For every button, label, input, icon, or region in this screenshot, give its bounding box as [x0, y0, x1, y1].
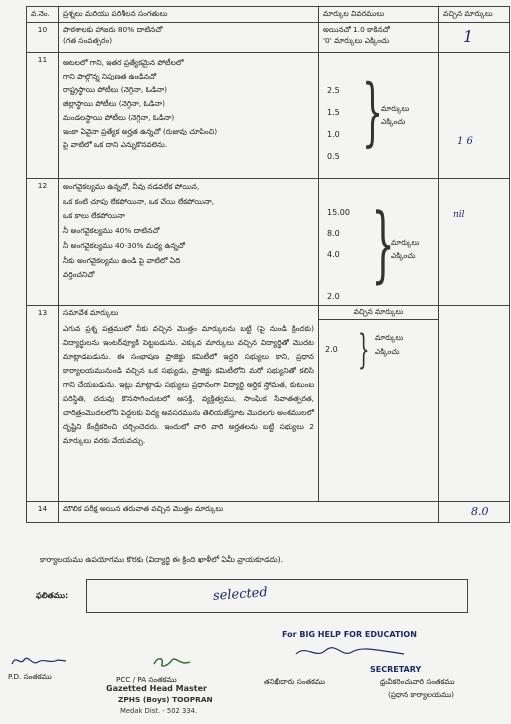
row-content: [59, 53, 319, 179]
row-number: 14: [27, 502, 59, 523]
row-line: ఆటలలో గాని, ఇతర ప్రత్యేకమైన పోటీలలో: [63, 58, 184, 67]
marks-line: '0' మార్కులు ఎక్కించు: [323, 35, 390, 45]
row-number: 12: [27, 179, 59, 306]
row-line: నీ అంగవైకల్యము 40% దాటినచో: [63, 226, 160, 236]
pd-signature-label: P.D. సంతకము: [8, 672, 52, 681]
row-marks: [319, 23, 439, 53]
headmaster-stamp-line: Medak Dist. - 502 334.: [120, 707, 198, 715]
head-office-label: (ప్రధాన కార్యాలయము): [388, 690, 454, 699]
row-line: అంగవైకల్యము ఉన్నచో, నీవు నడవలేక పోయిన,: [63, 182, 200, 191]
row-line: నీకు అంగవైకల్యము ఉండి పై వాటిలో ఏది: [63, 255, 181, 265]
marks-line: అయినచో 1.0 కాకినచో: [323, 25, 390, 34]
subheader: వచ్చిన మార్కులు: [319, 306, 438, 320]
organization-stamp: For BIG HELP FOR EDUCATION: [282, 630, 417, 639]
marks-value: 2.0: [325, 345, 338, 354]
pd-signature: [10, 652, 70, 670]
row-number: 13: [27, 306, 59, 502]
marks-label: ఎక్కించు: [375, 347, 400, 356]
marks-label: మార్కులు: [375, 333, 404, 342]
header-serial: వ.నెం.: [27, 7, 59, 23]
awarded-mark: 8.0: [471, 505, 489, 518]
row-marks: [319, 53, 439, 179]
row-line: మౌలిక పరీక్ష అయిన తరువాత వచ్చిన మొత్తం మార్కులు: [63, 504, 224, 513]
verifier-signature-label: ధ్రువీకరించువారి సంతకము: [380, 677, 455, 686]
row-line: ఒక కాలు లేకపోయినా: [63, 211, 125, 221]
awarded-mark: 1 6: [457, 136, 473, 147]
marks-value: 4.0: [327, 250, 340, 259]
row-awarded: [439, 502, 510, 523]
row-line: జిల్లాస్థాయి పోటీలు (నెగ్గినా, ఓడినా): [63, 99, 165, 109]
pcc-signature: [150, 654, 194, 670]
row-line: పై వాటిలో ఒక దాని ఎన్నుకొనవలెను.: [63, 140, 168, 150]
marks-value: 2.0: [327, 292, 340, 301]
marks-label: మార్కులు: [391, 238, 420, 247]
row-line: వర్తించనిచో: [63, 270, 95, 280]
row-line: పాఠశాలకు హాజరు 80% దాటినచో: [63, 25, 163, 34]
row-awarded: [439, 23, 510, 53]
marks-value: 8.0: [327, 229, 340, 238]
marks-label: మార్కులు: [381, 104, 410, 113]
brace-icon: }: [357, 327, 370, 373]
row-marks: [319, 179, 439, 306]
table-row: [27, 53, 510, 179]
row-line: గాని పాల్గొన్న నిపుణత ఉండినచో: [63, 71, 157, 81]
interview-paragraph: ఎగువ ప్రశ్న పత్రములో నీకు వచ్చిన మొత్తం మార్కులను బట్టి (పై నుండి క్రిందకు) విద్యార్థులను ఇంటర్‌వ్యూకి పెట్టబడును. ఎక్కువ మార్కులు వచ్చిన విద్యార్థితో మొదట మాట్లాడబడును. ఈ సంభాషణ ప్రాజెక్టు కమిటీలో ఇద్దరి సభ్యులు కాని, ప్రధాన కార్యాలయమునుండి వచ్చిన ఒక సభ్యుడు, ప్రాజెక్టు కమిటీలోని మరో సభ్యునితో కలిసి గాని చేయబడును. ఇట్లు మాట్లాడు సభ్యులు ప్రధానంగా విద్యార్థి ఆర్థిక స్తోమత, కుటుంబ పరిస్థితి, చదువు కొనసాగించుటలో ఆసక్తి, వ్యక్తిత్వము, సాంఘిక సేవాతత్పరత, చారిత్రంమొదలలోని పెద్దలకు విద్య అవసరమును తెలియజేస్తూట మొదలగు అంశములలో దృష్టిని కేంద్రీకరించి చర్చించెదరు. ఇందులో వారి వారి అర్హతలను బట్టి సభ్యులు 2 మార్కులు వరకు వేయవచ్చు.: [63, 323, 314, 446]
row-content: [59, 23, 319, 53]
row-content: [59, 179, 319, 306]
checker-signature-label: తనిఖీదారు సంతకము: [264, 677, 325, 686]
row-awarded: [439, 53, 510, 179]
header-awarded: వచ్చిన మార్కులు: [439, 7, 510, 23]
table-row: [27, 179, 510, 306]
marks-label: ఎక్కించు: [381, 117, 406, 126]
result-box: [86, 579, 468, 613]
marks-table: [26, 6, 510, 523]
row-line: ఇంకా ఏవైనా ప్రత్యేక అర్హత ఉన్నచో (రుజువు చూపించి): [63, 126, 218, 136]
header-marks-details: మార్కుల వివరములు: [319, 7, 439, 23]
section-title: సమావేశ మార్కులు: [63, 308, 119, 317]
marks-value: 1.5: [327, 108, 340, 117]
row-number: 11: [27, 53, 59, 179]
row-marks: [319, 306, 439, 502]
marks-value: 0.5: [327, 152, 340, 161]
office-use-note: కార్యాలయము ఉపయోగము కొరకు (విద్యార్థి ఈ క్రింది ఖాళీలో ఏమీ వ్రాయకూడదు).: [40, 555, 284, 564]
pcc-signature-label: PCC / PA సంతకము: [116, 675, 177, 684]
row-line: మండలస్థాయి పోటీలు (నెగ్గినా, ఓడినా): [63, 112, 175, 122]
headmaster-stamp-line: ZPHS (Boys) TOOPRAN: [118, 695, 213, 704]
secretary-stamp: SECRETARY: [370, 665, 422, 674]
row-content: [59, 306, 319, 502]
row-line: నీ అంగవైకల్యము 40-30% మధ్య ఉన్నచో: [63, 240, 185, 250]
secretary-signature: [292, 640, 412, 666]
row-number: 10: [27, 23, 59, 53]
table-row: [27, 502, 510, 523]
marks-value: 15.00: [327, 208, 350, 217]
row-content: [59, 502, 439, 523]
marks-label: ఎక్కించు: [391, 251, 416, 260]
table-row: [27, 306, 510, 502]
row-line: (గత సంవత్సరం): [63, 35, 113, 45]
row-awarded: [439, 179, 510, 306]
header-questions: ప్రశ్నలు మరియు పరిశీలన సంగతులు: [59, 7, 319, 23]
awarded-mark: nil: [453, 210, 465, 220]
awarded-mark: 1: [463, 27, 474, 46]
row-line: ఒక కంటి చూపు లేకపోయినా, ఒక చేయి లేకపోయినా,: [63, 196, 215, 206]
result-value: selected: [212, 585, 269, 604]
result-label: ఫలితము:: [36, 591, 69, 600]
marks-value: 2.5: [327, 86, 340, 95]
marks-value: 1.0: [327, 130, 340, 139]
table-header: [27, 7, 510, 23]
brace-icon: }: [371, 197, 395, 292]
brace-icon: }: [361, 69, 384, 155]
row-line: రాష్ట్రస్థాయి పోటీలు (నెగ్గినా, ఓడినా): [63, 85, 168, 95]
table-row: [27, 23, 510, 53]
headmaster-stamp-line: Gazetted Head Master: [106, 684, 207, 693]
row-awarded: [439, 306, 510, 502]
